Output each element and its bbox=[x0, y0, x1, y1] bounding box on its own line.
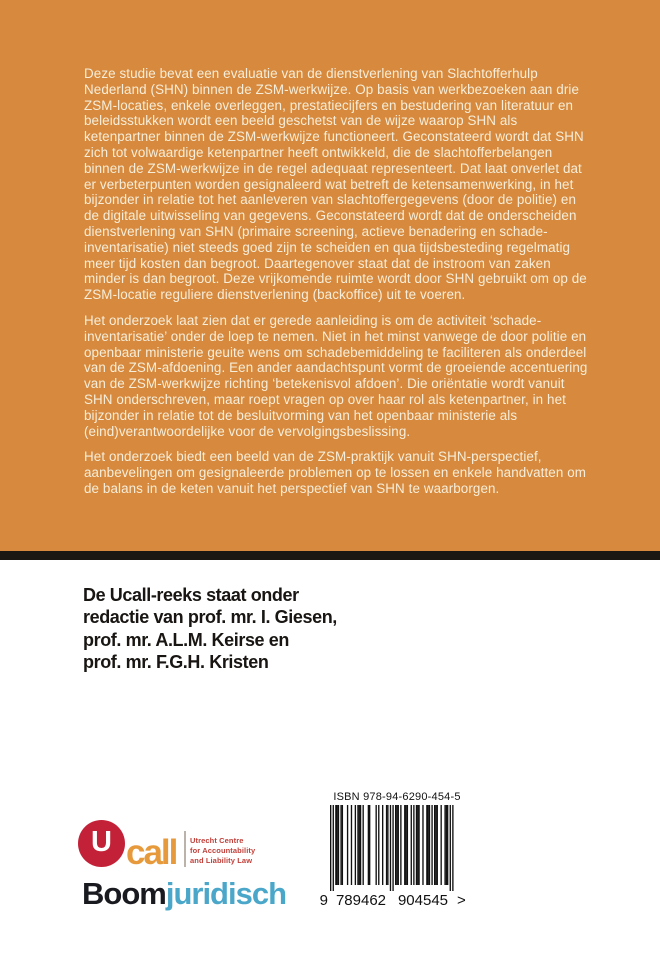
barcode-digit-lead: 9 bbox=[319, 892, 328, 909]
ucall-logo bbox=[76, 818, 256, 872]
ucall-tagline-line: and Liability Law bbox=[190, 855, 253, 865]
ucall-tagline bbox=[190, 836, 255, 865]
ucall-initial: U bbox=[91, 826, 112, 858]
barcode-digit-trail: > bbox=[457, 892, 466, 909]
editors-line: prof. mr. F.G.H. Kristen bbox=[83, 652, 269, 673]
summary-paragraph-3: Het onderzoek biedt een beeld van de ZSM-praktijk vanuit SHN-perspectief, aanbevelingen om gesignaleerde problemen op te lossen en enkele handvatten om de balans in de keten vanuit het perspectief van SHN te waarborgen. bbox=[84, 449, 587, 496]
barcode-digit-group1: 789462 bbox=[335, 892, 387, 909]
summary-text-block bbox=[84, 66, 594, 507]
editors-line: De Ucall-reeks staat onder bbox=[83, 585, 299, 605]
editors-note bbox=[83, 584, 337, 674]
ucall-circle-icon bbox=[78, 820, 125, 867]
editors-line: redactie van prof. mr. I. Giesen, bbox=[83, 607, 337, 628]
ucall-tagline-line: for Accountability bbox=[190, 845, 256, 855]
summary-paragraph-1: Deze studie bevat een evaluatie van de dienstverlening van Slachtofferhulp Nederland (SHN) binnen de ZSM-werkwijze. Op basis van werkbezoeken aan drie ZSM-locaties, enkele overleggen, prestatiecijfers en bestudering van literatuur en beleidsstukken wordt een beeld geschetst van de wijze waarop SHN als ketenpartner binnen de ZSM-werkwijze functioneert. Geconstateerd wordt dat SHN zich tot volwaardige ketenpartner heeft ontwikkeld, die de slachtofferbelangen binnen de ZSM-werkwijze in de regel adequaat representeert. Dat laat onverlet dat er verbeterpunten worden gesignaleerd wat betreft de ketensamenwerking, in het bijzonder in relatie tot het aanleveren van slachtoffergegevens (door de politie) en de digitale uitwisseling van gegevens. Geconstateerd wordt dat de onderscheiden dienstverlening van SHN (primaire screening, actieve benadering en schade-inventarisatie) niet steeds goed zijn te scheiden en qua tijdsbesteding regelmatig meer tijd kosten dan begroot. Daartegenover staat dat de instroom van zaken minder is dan begroot. Deze vrijkomende ruimte wordt door SHN gebruikt om op de ZSM-locatie reguliere dienstverlening (backoffice) uit te voeren. bbox=[84, 66, 587, 303]
barcode-digit-group2: 904545 bbox=[397, 892, 449, 909]
ucall-divider-line bbox=[184, 831, 186, 867]
ucall-wordmark: call bbox=[126, 833, 177, 872]
boom-wordmark-boom: Boom bbox=[82, 876, 166, 911]
isbn-label: ISBN 978-94-6290-454-5 bbox=[333, 791, 461, 803]
editors-line: prof. mr. A.L.M. Keirse en bbox=[83, 629, 289, 650]
ucall-tagline-line: Utrecht Centre bbox=[190, 836, 244, 845]
isbn-barcode-block bbox=[316, 791, 468, 914]
summary-paragraph-2: Het onderzoek laat zien dat er gerede aanleiding is om de activiteit ‘schade-inventarisatie’ onder de loep te nemen. Niet in het minst vanwege de door politie en openbaar ministerie geuite wens om schadebemiddeling te faciliteren als onderdeel van de ZSM-afdoening. Een ander aandachtspunt vormt de groeiende accentuering van de ZSM-werkwijze richting ‘betekenisvol afdoen’. Die oriëntatie wordt vanuit SHN onderschreven, maar roept vragen op over haar rol als ketenpartner, in het bijzonder in relatie tot de besluitvorming van het openbaar ministerie als (eind)verantwoordelijke voor de vervolgingsbeslissing. bbox=[84, 312, 588, 439]
divider-band bbox=[0, 551, 660, 560]
ean13-barcode-icon bbox=[316, 805, 468, 909]
boom-wordmark-juridisch: juridisch bbox=[165, 876, 287, 911]
boom-juridisch-logo bbox=[82, 878, 286, 909]
